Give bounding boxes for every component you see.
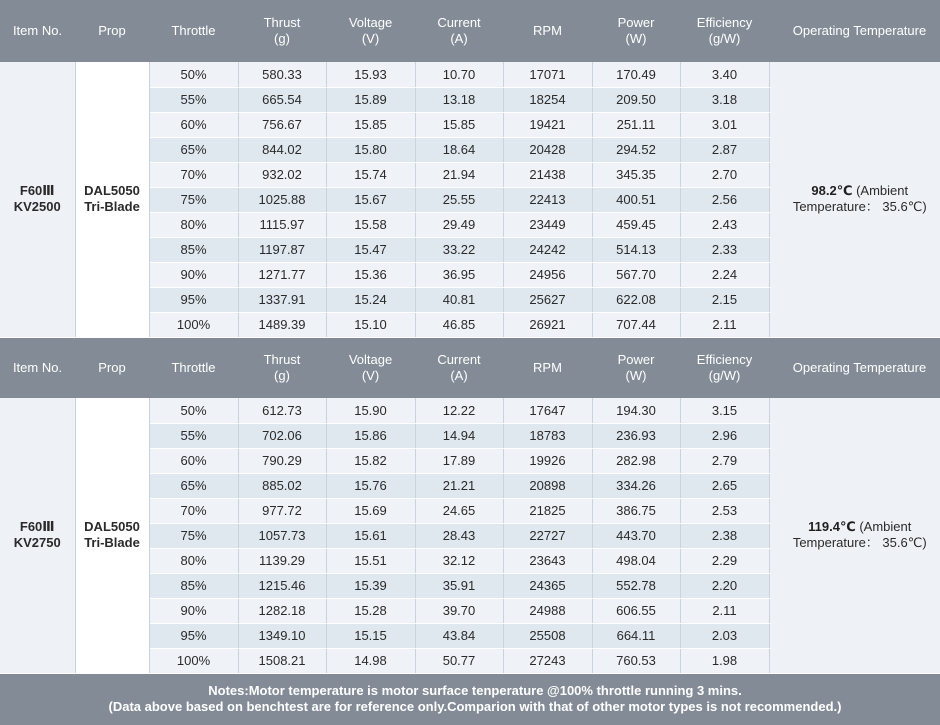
power-cell: 345.35 [592, 162, 680, 187]
voltage-cell: 15.61 [326, 523, 415, 548]
current-cell: 24.65 [415, 498, 503, 523]
item-kv: KV2500 [0, 199, 75, 215]
thrust-cell: 1271.77 [238, 262, 326, 287]
rpm-cell: 17647 [503, 398, 592, 423]
header-current [415, 337, 503, 398]
prop-type: Tri-Blade [76, 199, 149, 215]
table-row [0, 398, 940, 423]
header-line: Current [415, 15, 503, 31]
voltage-cell: 14.98 [326, 648, 415, 673]
rpm-cell: 18254 [503, 87, 592, 112]
header-line: (g) [238, 368, 326, 384]
power-cell: 294.52 [592, 137, 680, 162]
voltage-cell: 15.28 [326, 598, 415, 623]
rpm-cell: 24242 [503, 237, 592, 262]
efficiency-cell: 2.20 [680, 573, 769, 598]
current-cell: 15.85 [415, 112, 503, 137]
power-cell: 552.78 [592, 573, 680, 598]
efficiency-cell: 3.40 [680, 62, 769, 87]
item-model: F60Ⅲ [0, 519, 75, 535]
rpm-cell: 19926 [503, 448, 592, 473]
efficiency-cell: 2.79 [680, 448, 769, 473]
voltage-cell: 15.67 [326, 187, 415, 212]
power-cell: 498.04 [592, 548, 680, 573]
prop-cell [75, 398, 149, 673]
current-cell: 32.12 [415, 548, 503, 573]
rpm-cell: 24365 [503, 573, 592, 598]
header-item-no [0, 337, 75, 398]
prop-cell [75, 62, 149, 337]
efficiency-cell: 2.33 [680, 237, 769, 262]
header-line: (A) [415, 368, 503, 384]
voltage-cell: 15.58 [326, 212, 415, 237]
power-cell: 334.26 [592, 473, 680, 498]
header-line: Power [592, 352, 680, 368]
header-line: Prop [75, 23, 149, 39]
rpm-cell: 24988 [503, 598, 592, 623]
header-line: Item No. [0, 360, 75, 376]
thrust-cell: 612.73 [238, 398, 326, 423]
rpm-cell: 24956 [503, 262, 592, 287]
thrust-cell: 977.72 [238, 498, 326, 523]
prop-model: DAL5050 [76, 183, 149, 199]
header-line: (g/W) [680, 368, 769, 384]
header-efficiency [680, 0, 769, 62]
efficiency-cell: 1.98 [680, 648, 769, 673]
power-cell: 606.55 [592, 598, 680, 623]
throttle-cell: 65% [149, 473, 238, 498]
voltage-cell: 15.80 [326, 137, 415, 162]
thrust-cell: 1489.39 [238, 312, 326, 337]
efficiency-cell: 2.11 [680, 312, 769, 337]
efficiency-cell: 2.65 [680, 473, 769, 498]
efficiency-cell: 2.11 [680, 598, 769, 623]
temperature-value: 119.4℃ [808, 519, 856, 534]
power-cell: 664.11 [592, 623, 680, 648]
efficiency-cell: 3.15 [680, 398, 769, 423]
voltage-cell: 15.36 [326, 262, 415, 287]
thrust-cell: 1337.91 [238, 287, 326, 312]
header-line: Item No. [0, 23, 75, 39]
rpm-cell: 25627 [503, 287, 592, 312]
throttle-cell: 85% [149, 573, 238, 598]
voltage-cell: 15.85 [326, 112, 415, 137]
power-cell: 622.08 [592, 287, 680, 312]
header-line: Throttle [149, 23, 238, 39]
thrust-cell: 790.29 [238, 448, 326, 473]
voltage-cell: 15.86 [326, 423, 415, 448]
current-cell: 21.94 [415, 162, 503, 187]
item-kv: KV2750 [0, 535, 75, 551]
power-cell: 386.75 [592, 498, 680, 523]
throttle-cell: 50% [149, 62, 238, 87]
header-line: (V) [326, 368, 415, 384]
efficiency-cell: 2.29 [680, 548, 769, 573]
header-line: Voltage [326, 352, 415, 368]
throttle-cell: 65% [149, 137, 238, 162]
header-line: Efficiency [680, 15, 769, 31]
efficiency-cell: 2.24 [680, 262, 769, 287]
current-cell: 17.89 [415, 448, 503, 473]
ambient-temperature: Temperature： 35.6℃) [770, 535, 940, 551]
current-cell: 28.43 [415, 523, 503, 548]
header-thrust [238, 337, 326, 398]
thrust-cell: 1197.87 [238, 237, 326, 262]
thrust-cell: 702.06 [238, 423, 326, 448]
current-cell: 14.94 [415, 423, 503, 448]
voltage-cell: 15.69 [326, 498, 415, 523]
power-cell: 514.13 [592, 237, 680, 262]
efficiency-cell: 2.53 [680, 498, 769, 523]
rpm-cell: 21825 [503, 498, 592, 523]
thrust-cell: 844.02 [238, 137, 326, 162]
voltage-cell: 15.51 [326, 548, 415, 573]
rpm-cell: 22727 [503, 523, 592, 548]
header-power [592, 337, 680, 398]
thrust-cell: 665.54 [238, 87, 326, 112]
temperature-line [770, 183, 940, 199]
current-cell: 43.84 [415, 623, 503, 648]
operating-temperature-cell [769, 398, 940, 673]
efficiency-cell: 3.01 [680, 112, 769, 137]
rpm-cell: 27243 [503, 648, 592, 673]
voltage-cell: 15.90 [326, 398, 415, 423]
throttle-cell: 95% [149, 623, 238, 648]
rpm-cell: 20898 [503, 473, 592, 498]
thrust-cell: 1115.97 [238, 212, 326, 237]
current-cell: 29.49 [415, 212, 503, 237]
thrust-cell: 1508.21 [238, 648, 326, 673]
header-line: Thrust [238, 352, 326, 368]
header-prop [75, 0, 149, 62]
throttle-cell: 60% [149, 112, 238, 137]
throttle-cell: 100% [149, 312, 238, 337]
throttle-cell: 95% [149, 287, 238, 312]
temperature-value: 98.2℃ [811, 183, 852, 198]
prop-model: DAL5050 [76, 519, 149, 535]
header-line: Efficiency [680, 352, 769, 368]
header-efficiency [680, 337, 769, 398]
header-line: Power [592, 15, 680, 31]
header-throttle [149, 0, 238, 62]
item-no-cell [0, 398, 75, 673]
efficiency-cell: 2.38 [680, 523, 769, 548]
thrust-cell: 756.67 [238, 112, 326, 137]
thrust-cell: 1215.46 [238, 573, 326, 598]
current-cell: 10.70 [415, 62, 503, 87]
header-operating-temperature [769, 0, 940, 62]
header-line: (W) [592, 368, 680, 384]
rpm-cell: 23449 [503, 212, 592, 237]
notes-row [0, 673, 940, 725]
thrust-cell: 1057.73 [238, 523, 326, 548]
header-line: Operating Temperature [769, 23, 940, 39]
voltage-cell: 15.24 [326, 287, 415, 312]
thrust-cell: 1139.29 [238, 548, 326, 573]
header-line: (g) [238, 31, 326, 47]
item-model: F60Ⅲ [0, 183, 75, 199]
header-line: Voltage [326, 15, 415, 31]
power-cell: 194.30 [592, 398, 680, 423]
current-cell: 12.22 [415, 398, 503, 423]
header-line: (A) [415, 31, 503, 47]
voltage-cell: 15.76 [326, 473, 415, 498]
voltage-cell: 15.39 [326, 573, 415, 598]
rpm-cell: 20428 [503, 137, 592, 162]
current-cell: 21.21 [415, 473, 503, 498]
header-line: Throttle [149, 360, 238, 376]
temperature-line [770, 519, 940, 535]
throttle-cell: 55% [149, 87, 238, 112]
voltage-cell: 15.47 [326, 237, 415, 262]
voltage-cell: 15.15 [326, 623, 415, 648]
header-operating-temperature [769, 337, 940, 398]
header-line: Thrust [238, 15, 326, 31]
header-current [415, 0, 503, 62]
throttle-cell: 90% [149, 262, 238, 287]
header-line: RPM [503, 360, 592, 376]
power-cell: 282.98 [592, 448, 680, 473]
current-cell: 25.55 [415, 187, 503, 212]
header-item-no [0, 0, 75, 62]
efficiency-cell: 2.87 [680, 137, 769, 162]
power-cell: 400.51 [592, 187, 680, 212]
disclaimer-text: (Data above based on benchtest are for reference only.Comparion with that of other motor types is not recommended.) [0, 699, 940, 715]
efficiency-cell: 2.15 [680, 287, 769, 312]
header-row [0, 0, 940, 62]
header-throttle [149, 337, 238, 398]
rpm-cell: 21438 [503, 162, 592, 187]
voltage-cell: 15.82 [326, 448, 415, 473]
throttle-cell: 75% [149, 187, 238, 212]
rpm-cell: 18783 [503, 423, 592, 448]
header-line: Operating Temperature [769, 360, 940, 376]
header-line: (V) [326, 31, 415, 47]
power-cell: 707.44 [592, 312, 680, 337]
header-line: Prop [75, 360, 149, 376]
throttle-cell: 100% [149, 648, 238, 673]
header-rpm [503, 0, 592, 62]
notes-text: Notes:Motor temperature is motor surface tenperature @100% throttle running 3 mins. [0, 683, 940, 699]
table-row [0, 62, 940, 87]
throttle-cell: 60% [149, 448, 238, 473]
current-cell: 40.81 [415, 287, 503, 312]
efficiency-cell: 2.56 [680, 187, 769, 212]
current-cell: 50.77 [415, 648, 503, 673]
efficiency-cell: 2.43 [680, 212, 769, 237]
throttle-cell: 75% [149, 523, 238, 548]
rpm-cell: 17071 [503, 62, 592, 87]
power-cell: 251.11 [592, 112, 680, 137]
header-power [592, 0, 680, 62]
voltage-cell: 15.93 [326, 62, 415, 87]
efficiency-cell: 2.70 [680, 162, 769, 187]
header-row [0, 337, 940, 398]
ambient-label: (Ambient [856, 183, 908, 198]
thrust-cell: 1349.10 [238, 623, 326, 648]
header-line: Current [415, 352, 503, 368]
header-rpm [503, 337, 592, 398]
throttle-cell: 80% [149, 212, 238, 237]
efficiency-cell: 2.96 [680, 423, 769, 448]
header-prop [75, 337, 149, 398]
rpm-cell: 26921 [503, 312, 592, 337]
current-cell: 39.70 [415, 598, 503, 623]
throttle-cell: 70% [149, 162, 238, 187]
power-cell: 567.70 [592, 262, 680, 287]
current-cell: 13.18 [415, 87, 503, 112]
header-voltage [326, 337, 415, 398]
throttle-cell: 55% [149, 423, 238, 448]
notes-cell [0, 673, 940, 725]
rpm-cell: 25508 [503, 623, 592, 648]
throttle-cell: 85% [149, 237, 238, 262]
header-thrust [238, 0, 326, 62]
header-voltage [326, 0, 415, 62]
power-cell: 760.53 [592, 648, 680, 673]
power-cell: 170.49 [592, 62, 680, 87]
current-cell: 35.91 [415, 573, 503, 598]
header-line: (W) [592, 31, 680, 47]
thrust-cell: 932.02 [238, 162, 326, 187]
current-cell: 36.95 [415, 262, 503, 287]
operating-temperature-cell [769, 62, 940, 337]
item-no-cell [0, 62, 75, 337]
current-cell: 18.64 [415, 137, 503, 162]
rpm-cell: 23643 [503, 548, 592, 573]
power-cell: 443.70 [592, 523, 680, 548]
thrust-cell: 885.02 [238, 473, 326, 498]
voltage-cell: 15.10 [326, 312, 415, 337]
thrust-cell: 1282.18 [238, 598, 326, 623]
current-cell: 33.22 [415, 237, 503, 262]
power-cell: 236.93 [592, 423, 680, 448]
rpm-cell: 19421 [503, 112, 592, 137]
throttle-cell: 80% [149, 548, 238, 573]
header-line: RPM [503, 23, 592, 39]
header-line: (g/W) [680, 31, 769, 47]
thrust-cell: 1025.88 [238, 187, 326, 212]
ambient-label: (Ambient [859, 519, 911, 534]
throttle-cell: 90% [149, 598, 238, 623]
power-cell: 209.50 [592, 87, 680, 112]
throttle-cell: 50% [149, 398, 238, 423]
power-cell: 459.45 [592, 212, 680, 237]
voltage-cell: 15.89 [326, 87, 415, 112]
efficiency-cell: 3.18 [680, 87, 769, 112]
voltage-cell: 15.74 [326, 162, 415, 187]
prop-type: Tri-Blade [76, 535, 149, 551]
current-cell: 46.85 [415, 312, 503, 337]
rpm-cell: 22413 [503, 187, 592, 212]
efficiency-cell: 2.03 [680, 623, 769, 648]
thrust-cell: 580.33 [238, 62, 326, 87]
throttle-cell: 70% [149, 498, 238, 523]
ambient-temperature: Temperature： 35.6℃) [770, 199, 940, 215]
